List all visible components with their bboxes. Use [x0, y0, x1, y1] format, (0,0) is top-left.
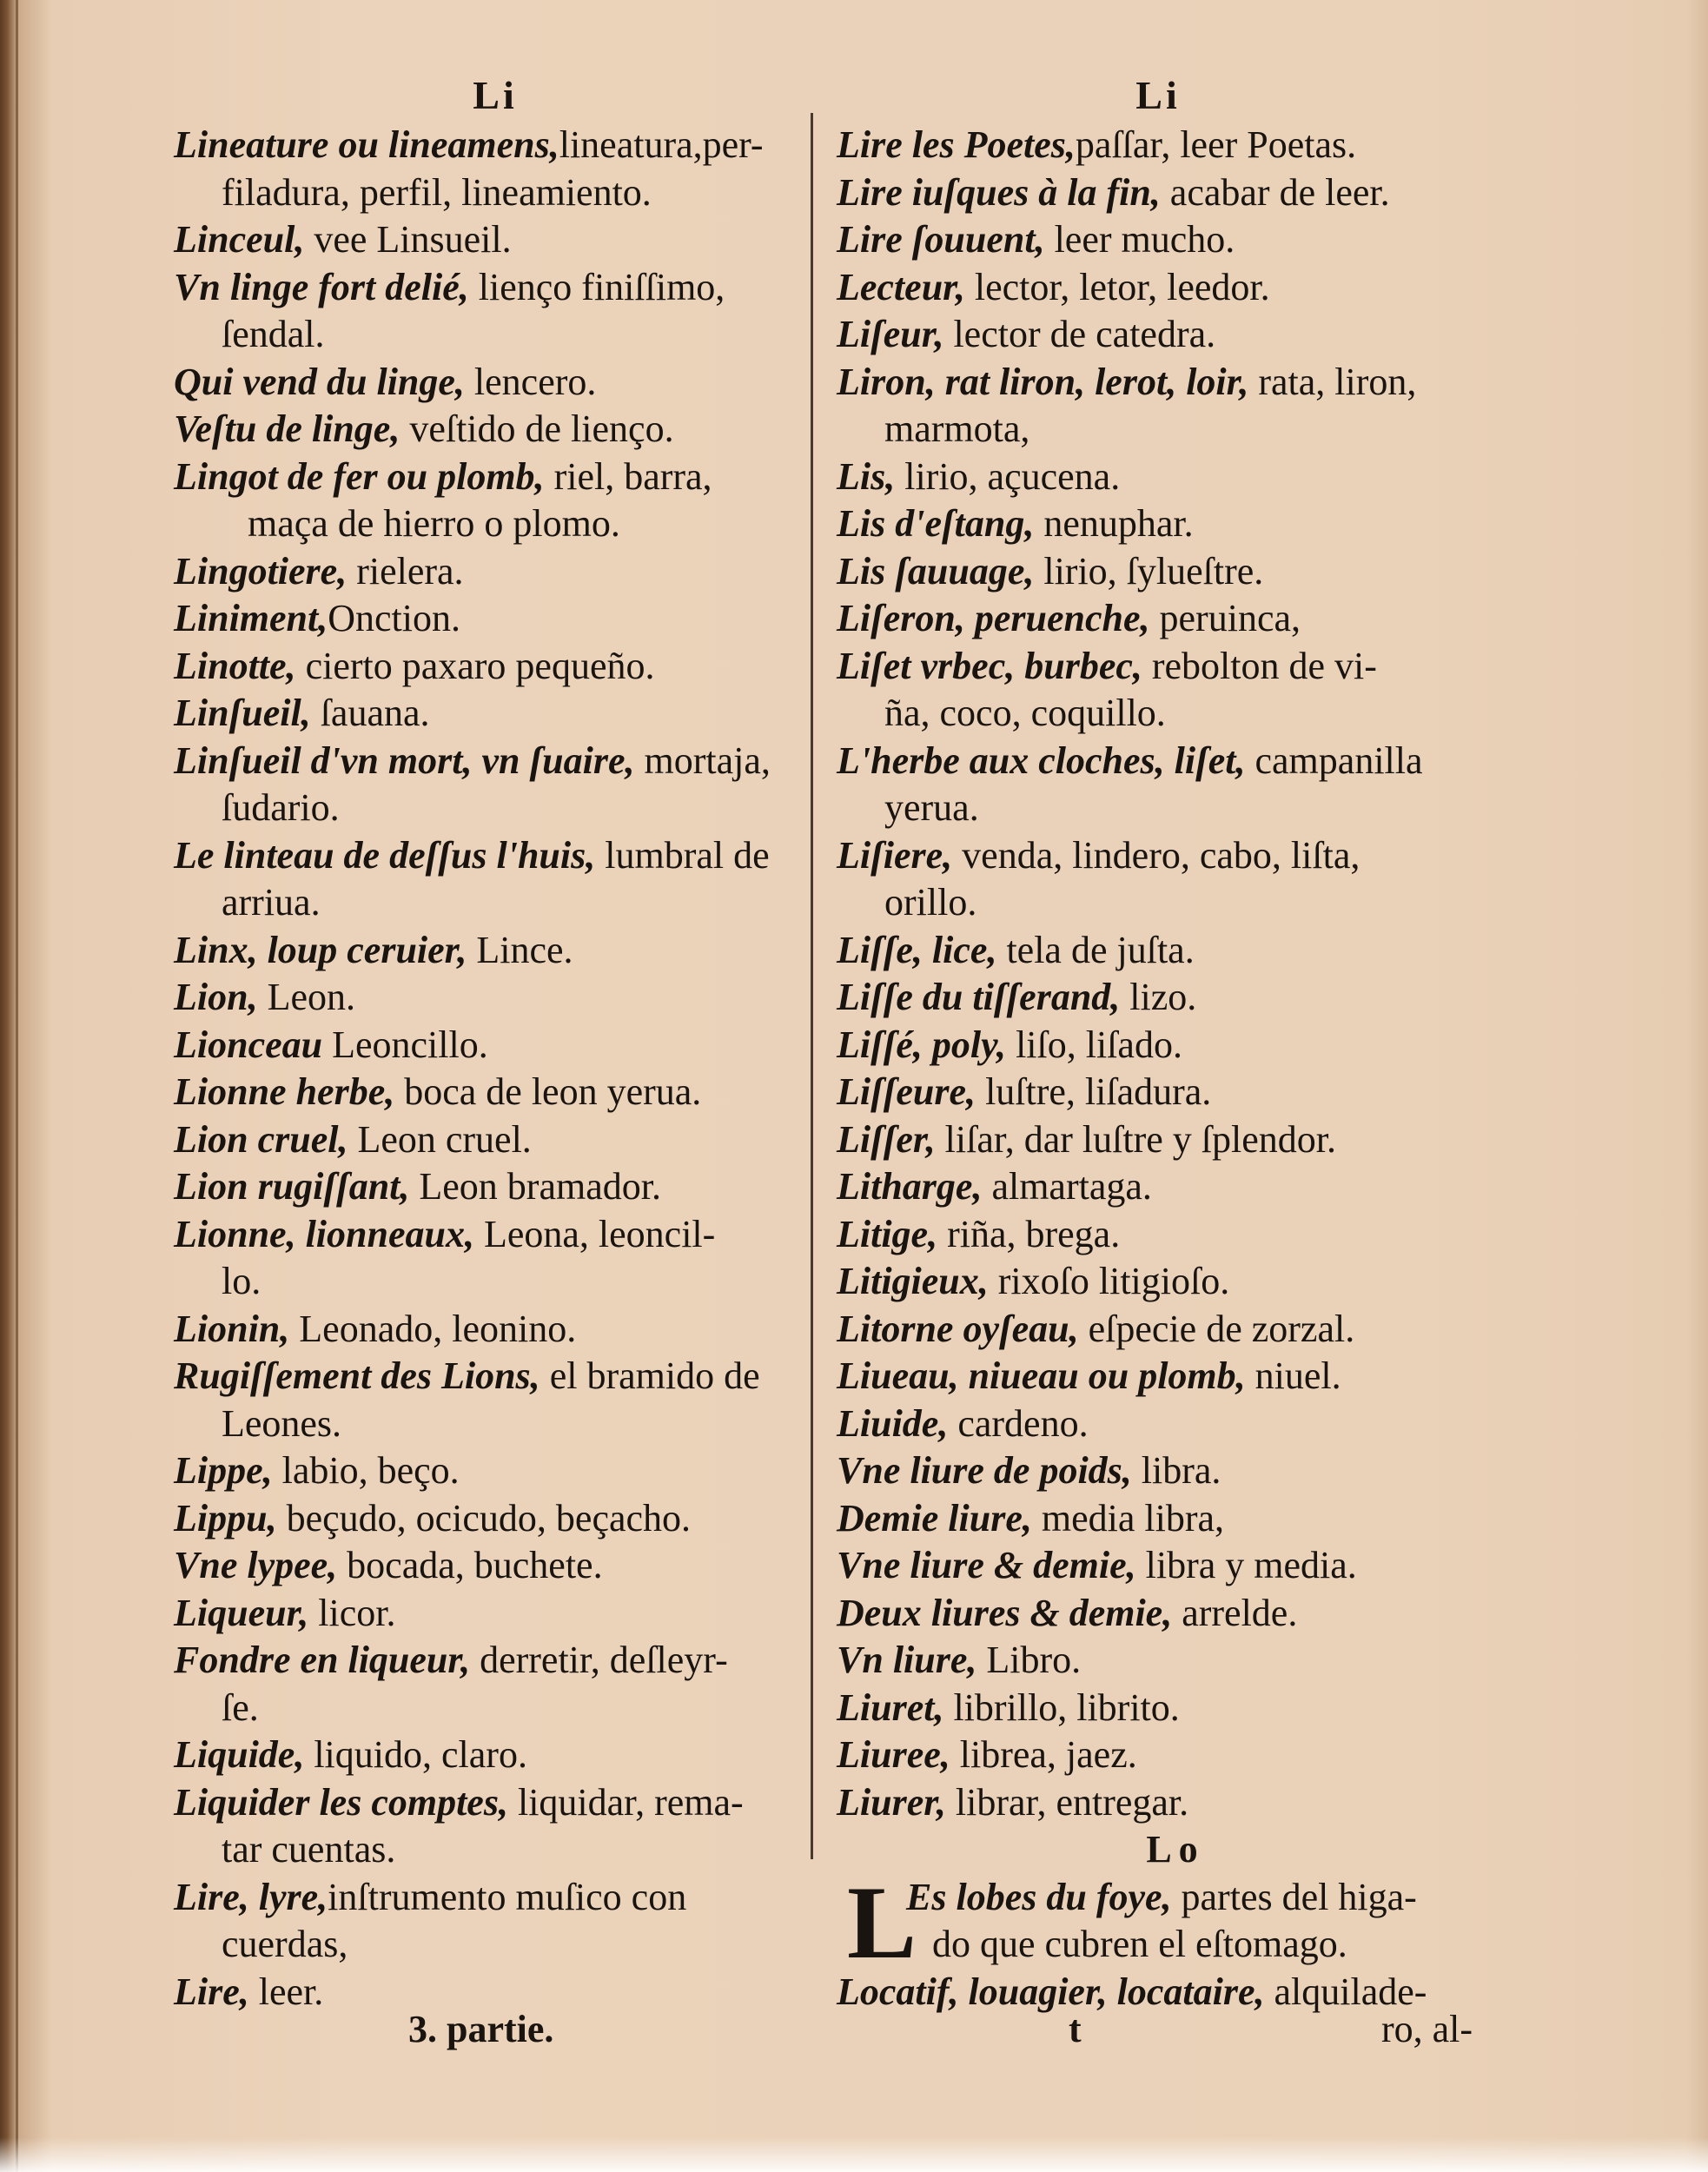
dictionary-entry-line	[837, 1637, 1480, 1685]
entry-headword: Liron, rat liron, lerot, loir,	[837, 360, 1249, 403]
entry-headword: Liſet vrbec, burbec,	[837, 644, 1142, 687]
entry-headword: Liquide,	[174, 1733, 305, 1776]
dropcap-entry	[837, 1864, 1480, 1980]
entry-definition: acabar de leer.	[1160, 170, 1390, 214]
dictionary-entry-line	[837, 690, 1480, 738]
entry-definition: riel, barra,	[544, 454, 712, 498]
entry-definition: liquido, claro.	[304, 1733, 527, 1776]
dictionary-entry-line	[174, 1590, 817, 1638]
entry-definition: lumbral de	[595, 833, 770, 877]
section-header-lo: Lo	[1146, 1828, 1205, 1871]
dictionary-entry-line	[174, 1874, 817, 1922]
entry-headword: Liſiere,	[837, 833, 953, 877]
entry-definition: yerua.	[884, 786, 979, 829]
entry-definition: lienço finiſſimo,	[468, 265, 725, 308]
entry-definition: maça de hierro o plomo.	[248, 502, 620, 545]
left-signature-mark: 3. partie.	[408, 2008, 554, 2050]
entry-headword: Locatif, louagier, locataire,	[837, 1970, 1265, 2013]
dictionary-entry-line	[837, 927, 1480, 975]
entry-definition: nenuphar.	[1034, 502, 1194, 545]
entry-definition: derretir, deſleyr-	[470, 1639, 728, 1681]
entry-definition: marmota,	[884, 407, 1030, 450]
dictionary-entry-line	[837, 264, 1480, 312]
entry-definition: librea, jaez.	[950, 1733, 1137, 1776]
entry-definition: Leon.	[257, 976, 355, 1018]
entry-headword: Vne lypee,	[174, 1544, 338, 1586]
entry-definition: Leones.	[222, 1401, 342, 1445]
dictionary-entry-line	[174, 785, 817, 832]
entry-headword: Lippe,	[174, 1449, 273, 1492]
entry-headword: Liſeur,	[837, 313, 944, 355]
entry-headword: Lingotiere,	[174, 549, 348, 593]
entry-headword: Liquider les comptes,	[174, 1780, 508, 1824]
entry-headword: Liuree,	[837, 1733, 950, 1776]
entry-definition: riña, brega.	[937, 1212, 1121, 1255]
entry-definition: ña, coco, coquillo.	[884, 692, 1166, 734]
dictionary-entry-line	[174, 122, 817, 169]
entry-definition: partes del higa-	[1171, 1875, 1417, 1918]
dictionary-entry-line	[174, 1069, 817, 1116]
dictionary-entry-line	[174, 690, 817, 738]
dictionary-entry-line	[174, 643, 817, 691]
dictionary-entry-line	[837, 1306, 1480, 1354]
dictionary-entry-line	[837, 1211, 1480, 1259]
dictionary-entry-line	[837, 1353, 1480, 1401]
entry-headword: Liſſe, lice,	[837, 928, 997, 971]
entry-definition: arrelde.	[1172, 1591, 1298, 1634]
entry-definition: orillo.	[884, 881, 977, 924]
entry-definition: cuerdas,	[222, 1923, 348, 1965]
entry-headword: Litharge,	[837, 1165, 983, 1208]
entry-headword: Veſtu de linge,	[174, 407, 401, 450]
dictionary-entry-line	[174, 1116, 817, 1164]
dictionary-entry-line	[174, 1258, 817, 1306]
entry-headword: Rugiſſement des Lions,	[174, 1354, 540, 1397]
left-running-header: Li	[473, 73, 518, 117]
right-running-header: Li	[1135, 73, 1181, 117]
entry-definition: Onction.	[328, 597, 461, 639]
entry-headword: Lionin,	[174, 1307, 290, 1350]
dictionary-entry-line	[174, 1022, 817, 1069]
dictionary-entry-line	[837, 1495, 1480, 1543]
entry-definition: inſtrumento muſico con	[328, 1875, 687, 1918]
entry-headword: Liniment,	[174, 597, 328, 639]
dictionary-entry-line	[174, 927, 817, 975]
dictionary-entry-line	[837, 1732, 1480, 1779]
entry-headword: Lion rugiſſant,	[174, 1165, 410, 1208]
dictionary-entry-line	[837, 879, 1480, 927]
dictionary-entry-line	[837, 216, 1480, 264]
entry-definition: cierto paxaro pequeño.	[295, 644, 655, 687]
entry-headword: Lionceau	[174, 1023, 323, 1066]
entry-headword: Liurer,	[837, 1780, 946, 1824]
dictionary-entry-line	[174, 500, 817, 548]
dictionary-entry-line	[837, 1447, 1480, 1495]
entry-headword: Linſueil d'vn mort, vn ſuaire,	[174, 738, 635, 782]
catchword: ro, al-	[1381, 2008, 1473, 2050]
entry-headword: Lion,	[174, 976, 258, 1018]
entry-headword: Lire ſouuent,	[837, 218, 1045, 261]
dictionary-entry-line	[174, 1163, 817, 1211]
drop-cap-letter: L	[847, 1864, 917, 1980]
dictionary-entry-line	[837, 1022, 1480, 1069]
entry-definition: ſudario.	[222, 786, 340, 829]
entry-definition: lo.	[222, 1260, 261, 1302]
dictionary-entry-line	[174, 264, 817, 312]
dictionary-entry-line	[837, 1685, 1480, 1732]
dictionary-entry-line	[837, 1779, 1480, 1827]
entry-headword: Lion cruel,	[174, 1117, 348, 1161]
entry-definition: librar, entregar.	[945, 1780, 1189, 1824]
entry-headword: Vn liure,	[837, 1639, 977, 1681]
entry-definition: tar cuentas.	[222, 1828, 396, 1871]
page-binding-edge	[16, 0, 18, 2172]
entry-definition: librillo, librito.	[943, 1685, 1180, 1729]
dictionary-entry-line	[174, 454, 817, 501]
entry-definition: ſauana.	[310, 692, 430, 734]
dictionary-entry-line	[174, 1732, 817, 1779]
left-column	[174, 70, 817, 2016]
entry-definition: ſe.	[222, 1685, 259, 1729]
dictionary-entry-line	[837, 738, 1480, 785]
dictionary-entry-line	[174, 1211, 817, 1259]
dictionary-entry-line	[837, 1163, 1480, 1211]
entry-headword: Lippu,	[174, 1496, 277, 1540]
entry-headword: L'herbe aux cloches, liſet,	[837, 738, 1246, 782]
dictionary-entry-line	[837, 311, 1480, 359]
dictionary-entry-line	[174, 595, 817, 643]
entry-headword: Liſſeure,	[837, 1070, 976, 1113]
entry-definition: Leonado, leonino.	[289, 1307, 577, 1350]
entry-headword: Lire iuſques à la fin,	[837, 170, 1161, 214]
entry-headword: Liſſe du tiſſerand,	[837, 976, 1121, 1018]
entry-headword: Liueau, niueau ou plomb,	[837, 1354, 1246, 1397]
entry-definition: tela de juſta.	[996, 928, 1195, 971]
entry-definition: rixoſo litigioſo.	[988, 1260, 1230, 1302]
entry-definition: Leon bramador.	[409, 1165, 661, 1208]
dictionary-entry-line	[837, 359, 1480, 407]
entry-definition: arriua.	[222, 881, 321, 924]
entry-definition: lirio, açucena.	[895, 454, 1121, 498]
entry-definition: rielera.	[347, 549, 464, 593]
entry-headword: Vne liure & demie,	[837, 1544, 1136, 1586]
entry-headword: Linx, loup ceruier,	[174, 928, 467, 971]
dictionary-entry-line	[837, 169, 1480, 217]
dictionary-entry-line	[174, 216, 817, 264]
entry-headword: Vne liure de poids,	[837, 1449, 1132, 1492]
entry-definition: liſo, liſado.	[1006, 1023, 1182, 1066]
dictionary-entry-line	[174, 832, 817, 880]
entry-headword: Lineature ou lineamens,	[174, 123, 559, 166]
entry-headword: Lis d'eſtang,	[837, 502, 1035, 545]
entry-definition: libra.	[1131, 1449, 1221, 1492]
entry-definition: peruinca,	[1149, 597, 1301, 639]
entry-headword: Es lobes du foye,	[906, 1875, 1172, 1918]
dictionary-entry-line	[837, 1116, 1480, 1164]
entry-definition: media libra,	[1031, 1496, 1224, 1540]
entry-definition: venda, lindero, cabo, liſta,	[952, 833, 1360, 877]
entry-definition: lector, letor, leedor.	[964, 265, 1270, 308]
entry-headword: Linceul,	[174, 218, 305, 261]
column-divider	[811, 113, 813, 1859]
entry-headword: Liſeron, peruenche,	[837, 597, 1150, 639]
dictionary-entry-line	[837, 595, 1480, 643]
entry-definition: veſtido de lienço.	[400, 407, 674, 450]
dictionary-entry-line	[837, 974, 1480, 1022]
entry-definition: leer mucho.	[1044, 218, 1235, 261]
entry-headword: Lionne, lionneaux,	[174, 1212, 474, 1255]
dictionary-entry-line	[837, 832, 1480, 880]
entry-headword: Lire les Poetes,	[837, 123, 1076, 166]
entry-definition: Leon cruel.	[348, 1117, 532, 1161]
entry-definition: Lince.	[467, 928, 573, 971]
dictionary-entry-line	[837, 1069, 1480, 1116]
dictionary-entry-line	[174, 1306, 817, 1354]
entry-headword: Lecteur,	[837, 265, 965, 308]
entry-definition: niuel.	[1245, 1354, 1341, 1397]
entry-headword: Liſſer,	[837, 1117, 936, 1161]
dictionary-entry-line	[837, 1590, 1480, 1638]
entry-headword: Lis ſauuage,	[837, 549, 1035, 593]
entry-definition: Leoncillo.	[322, 1023, 488, 1066]
dictionary-entry-line	[837, 785, 1480, 832]
entry-headword: Lingot de fer ou plomb,	[174, 454, 545, 498]
entry-definition: liquidar, rema-	[507, 1780, 744, 1824]
entry-headword: Qui vend du linge,	[174, 360, 465, 403]
entry-definition: campanilla	[1245, 738, 1423, 782]
entry-headword: Liqueur,	[174, 1591, 309, 1634]
entry-definition: mortaja,	[634, 738, 771, 782]
entry-headword: Litorne oyſeau,	[837, 1307, 1079, 1350]
entry-headword: Linotte,	[174, 644, 296, 687]
dictionary-entry-line	[174, 1637, 817, 1685]
entry-headword: Litige,	[837, 1212, 938, 1255]
entry-headword: Liuret,	[837, 1685, 944, 1729]
entry-definition: Leona, leoncil-	[473, 1212, 716, 1255]
right-signature-mark: t	[1069, 2008, 1082, 2050]
dictionary-entry-line	[837, 500, 1480, 548]
dictionary-entry-line	[174, 311, 817, 359]
entry-headword: Liuide,	[837, 1401, 949, 1445]
dictionary-entry-line	[174, 1779, 817, 1827]
entry-definition: almartaga.	[982, 1165, 1152, 1208]
dictionary-entry-line	[174, 1921, 817, 1969]
dictionary-entry-line	[837, 454, 1480, 501]
dictionary-entry-line	[174, 1826, 817, 1874]
dictionary-entry-line	[837, 406, 1480, 454]
entry-definition: el bramido de	[540, 1354, 760, 1397]
entry-definition: libra y media.	[1135, 1544, 1357, 1586]
entry-headword: Lionne herbe,	[174, 1070, 395, 1113]
entry-headword: Lis,	[837, 454, 896, 498]
entry-headword: Deux liures & demie,	[837, 1591, 1173, 1634]
dictionary-entry-line	[174, 1542, 817, 1590]
dictionary-entry-line	[174, 738, 817, 785]
entry-definition: do que cubren el eſtomago.	[932, 1923, 1347, 1965]
dictionary-entry-line	[174, 1401, 817, 1448]
entry-headword: Lire, lyre,	[174, 1875, 328, 1918]
dictionary-entry-line	[174, 1685, 817, 1732]
dictionary-entry-line	[174, 974, 817, 1022]
entry-headword: Linſueil,	[174, 692, 311, 734]
dictionary-entry-line	[837, 548, 1480, 596]
entry-headword: Fondre en liqueur,	[174, 1639, 471, 1681]
dictionary-entry-line	[837, 1542, 1480, 1590]
entry-definition: eſpecie de zorzal.	[1078, 1307, 1355, 1350]
entry-definition: lirio, ſylueſtre.	[1034, 549, 1264, 593]
dictionary-entry-line	[174, 1495, 817, 1543]
dictionary-entry-line	[837, 643, 1480, 691]
entry-definition: labio, beço.	[272, 1449, 460, 1492]
dictionary-entry-line	[174, 879, 817, 927]
dictionary-entry-line	[837, 1258, 1480, 1306]
dictionary-entry-line	[906, 1874, 1417, 1922]
entry-definition: lector de catedra.	[943, 313, 1216, 355]
dictionary-entry-line	[174, 1447, 817, 1495]
entry-definition: licor.	[308, 1591, 396, 1634]
entry-headword: Lire,	[174, 1970, 249, 2013]
entry-headword: Le linteau de deſſus l'huis,	[174, 833, 596, 877]
entry-headword: Vn linge fort delié,	[174, 265, 469, 308]
dictionary-entry-line	[174, 359, 817, 407]
entry-definition: vee Linsueil.	[304, 218, 512, 261]
dictionary-entry-line	[837, 1401, 1480, 1448]
dictionary-entry-line	[174, 406, 817, 454]
entry-definition: beçudo, ocicudo, beçacho.	[276, 1496, 692, 1540]
entry-definition: rebolton de vi-	[1142, 644, 1377, 687]
entry-definition: liſar, dar luſtre y ſplendor.	[935, 1117, 1336, 1161]
entry-definition: lencero.	[464, 360, 597, 403]
dictionary-entry-line	[837, 122, 1480, 169]
entry-headword: Liſſé, poly,	[837, 1023, 1007, 1066]
dictionary-entry-line	[174, 1353, 817, 1401]
entry-definition: paſſar, leer Poetas.	[1075, 123, 1357, 166]
entry-definition: rata, liron,	[1248, 360, 1417, 403]
entry-definition: luſtre, liſadura.	[976, 1070, 1212, 1113]
dictionary-entry-line	[174, 548, 817, 596]
dictionary-entry-line	[174, 169, 817, 217]
entry-definition: lizo.	[1120, 976, 1197, 1018]
entry-definition: bocada, buchete.	[337, 1544, 603, 1586]
entry-definition: filadura, perfil, lineamiento.	[222, 170, 652, 214]
entry-definition: leer.	[248, 1970, 324, 2013]
entry-definition: cardeno.	[948, 1401, 1089, 1445]
entry-definition: ſendal.	[222, 313, 325, 355]
entry-definition: Libro.	[976, 1639, 1082, 1681]
right-column	[837, 70, 1480, 2016]
entry-headword: Litigieux,	[837, 1260, 989, 1302]
entry-definition: boca de leon yerua.	[394, 1070, 702, 1113]
entry-headword: Demie liure,	[837, 1496, 1032, 1540]
entry-definition: alquilade-	[1264, 1970, 1427, 2013]
entry-definition: lineatura,per-	[559, 123, 764, 166]
